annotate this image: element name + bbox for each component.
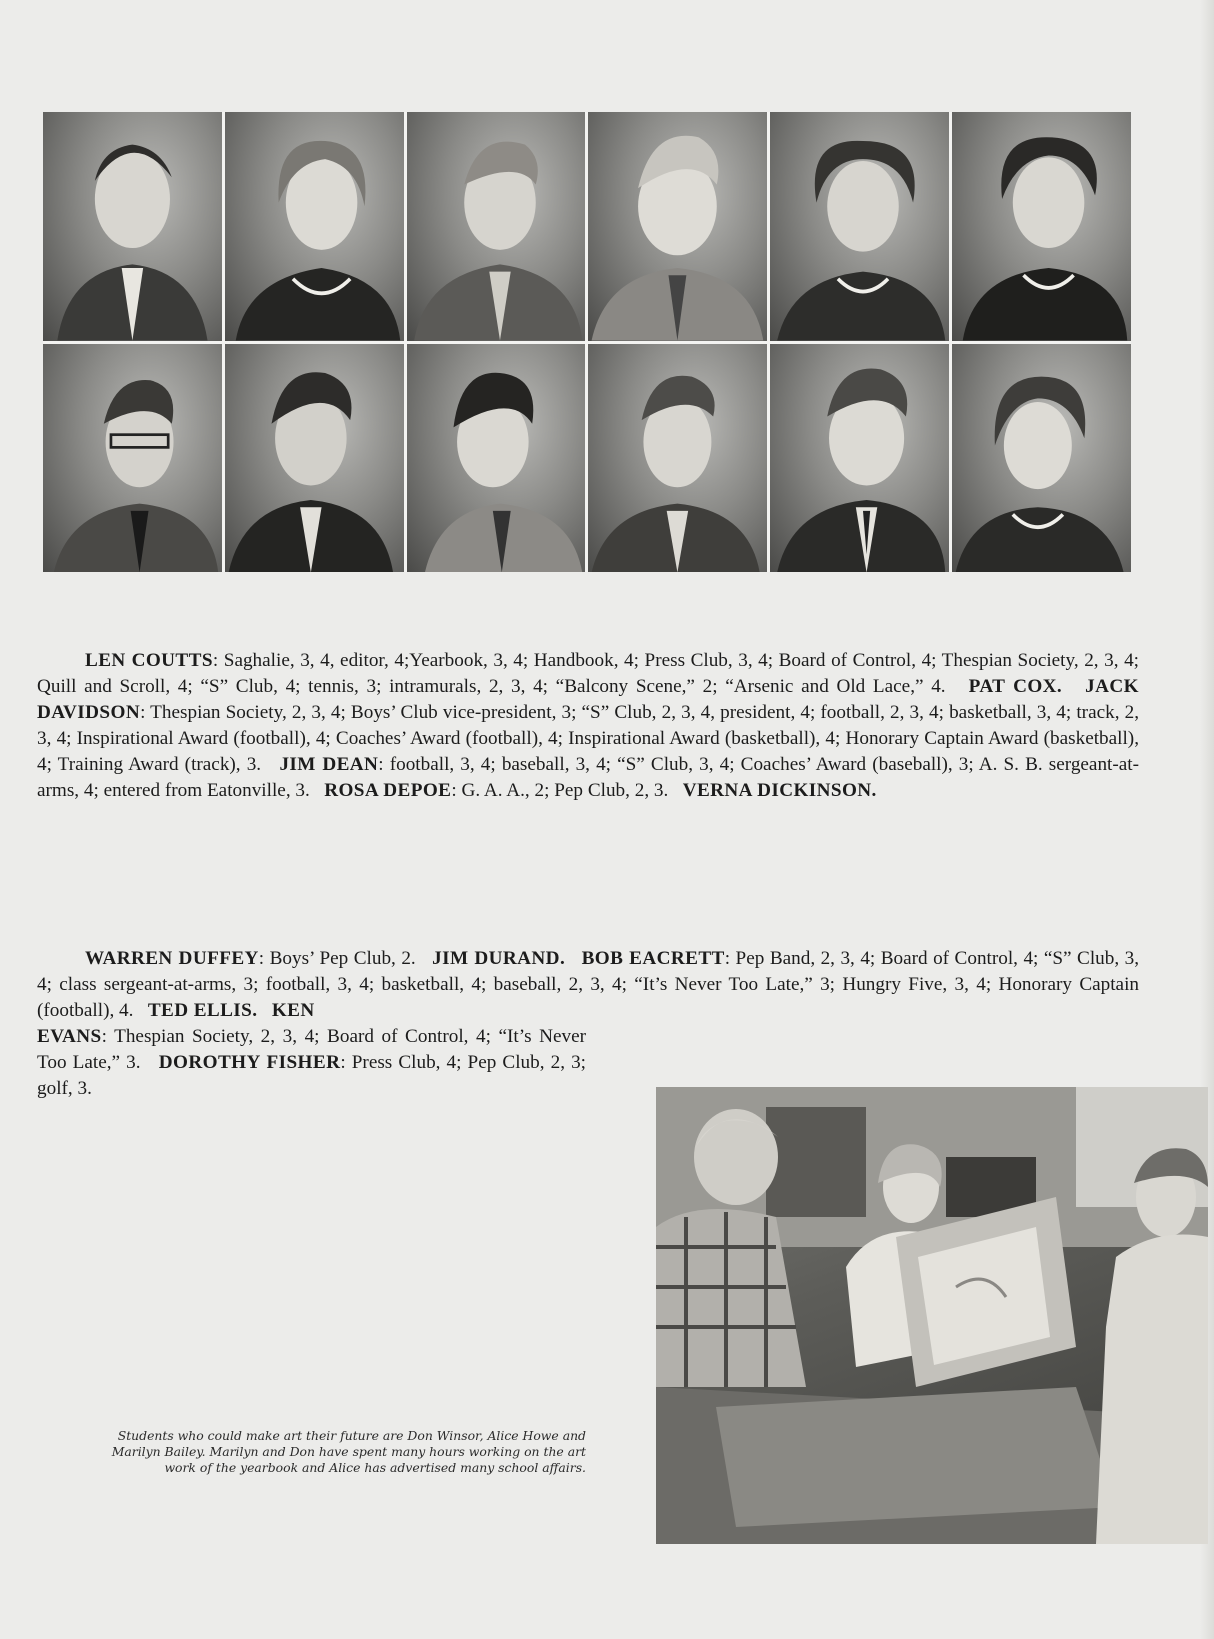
portrait-9 [407, 344, 586, 573]
portrait-2 [225, 112, 404, 341]
name-verna-dickinson: VERNA DICKINSON. [682, 780, 877, 801]
name-pat-cox: PAT COX. [968, 676, 1063, 697]
portrait-5 [770, 112, 949, 341]
bio-len-coutts: : Saghalie, 3, 4, editor, 4;Yearbook, 3, 4; Handbook, 4; Press Club, 3, 4; Board of Control, 4; Thespian Society, 2, 3, 4; Quill and Scroll, 4; “S” Club, 4; tennis, 3; intramurals, 2, 3, 4; “Balcony Scene,” 2; “Arsenic and Old Lace,” 4. [37, 650, 1139, 697]
name-ted-ellis: TED ELLIS. [147, 1000, 258, 1021]
name-bob-eacrett: BOB EACRETT [581, 948, 725, 969]
portrait-8 [225, 344, 404, 573]
bio-ken-evans: : Thespian Society, 2, 3, 4; Board of Control, 4; “It’s Never Too Late,” 3. [37, 1026, 586, 1073]
name-jim-dean: JIM DEAN [279, 754, 379, 775]
name-jack-davidson: JACK DAVIDSON [37, 676, 1140, 723]
bio-rosa-depoe: : G. A. A., 2; Pep Club, 2, 3. [451, 780, 669, 801]
bio-dorothy-fisher: : Press Club, 4; Pep Club, 2, 3; golf, 3. [37, 1052, 587, 1099]
name-ken-evans-first: KEN [271, 1000, 315, 1021]
portrait-7 [43, 344, 222, 573]
name-warren-duffey: WARREN DUFFEY [85, 948, 259, 969]
bio-paragraph-2-continued [37, 1024, 586, 1102]
portrait-1 [43, 112, 222, 341]
bio-jim-dean: : football, 3, 4; baseball, 3, 4; “S” Club, 3, 4; Coaches’ Award (baseball), 3; A. S. B. sergeant-at-arms, 4; entered from Eatonville, 3. [37, 754, 1139, 801]
portrait-12 [952, 344, 1131, 573]
name-ken-evans-last: EVANS [37, 1026, 102, 1047]
bio-bob-eacrett: : Pep Band, 2, 3, 4; Board of Control, 4; “S” Club, 3, 4; class sergeant-at-arms, 3; football, 3, 4; basketball, 4; baseball, 2, 3, 4; “It’s Never Too Late,” 3; Hungry Five, 3, 4; Honorary Captain (football), 4. [37, 948, 1140, 1021]
bio-jack-davidson: : Thespian Society, 2, 3, 4; Boys’ Club vice-president, 3; “S” Club, 2, 3, 4, president, 4; football, 2, 3, 4; basketball, 3, 4; track, 2, 3, 4; Inspirational Award (football), 4; Coaches’ Award (football), 4; Inspirational Award (basketball), 4; Honorary Captain Award (basketball), 4; Training Award (track), 3. [37, 702, 1139, 775]
name-rosa-depoe: ROSA DEPOE [324, 780, 452, 801]
name-dorothy-fisher: DOROTHY FISHER [158, 1052, 341, 1073]
name-len-coutts: LEN COUTTS [85, 650, 213, 671]
name-jim-durand: JIM DURAND. [432, 948, 566, 969]
art-class-photo [656, 1087, 1208, 1544]
bio-paragraph-1 [37, 648, 1139, 804]
portrait-10 [588, 344, 767, 573]
bio-paragraph-2 [37, 946, 1139, 1024]
portrait-11 [770, 344, 949, 573]
photo-caption: Students who could make art their future are Don Winsor, Alice Howe and Marilyn Bailey. Marilyn and Don have spent many hours working on the art work of the yearbook and Alice has advertised many school affairs. [111, 1428, 586, 1475]
portrait-4 [588, 112, 767, 341]
portrait-grid [43, 112, 1131, 572]
portrait-3 [407, 112, 586, 341]
portrait-6 [952, 112, 1131, 341]
bio-warren-duffey: : Boys’ Pep Club, 2. [258, 948, 416, 969]
